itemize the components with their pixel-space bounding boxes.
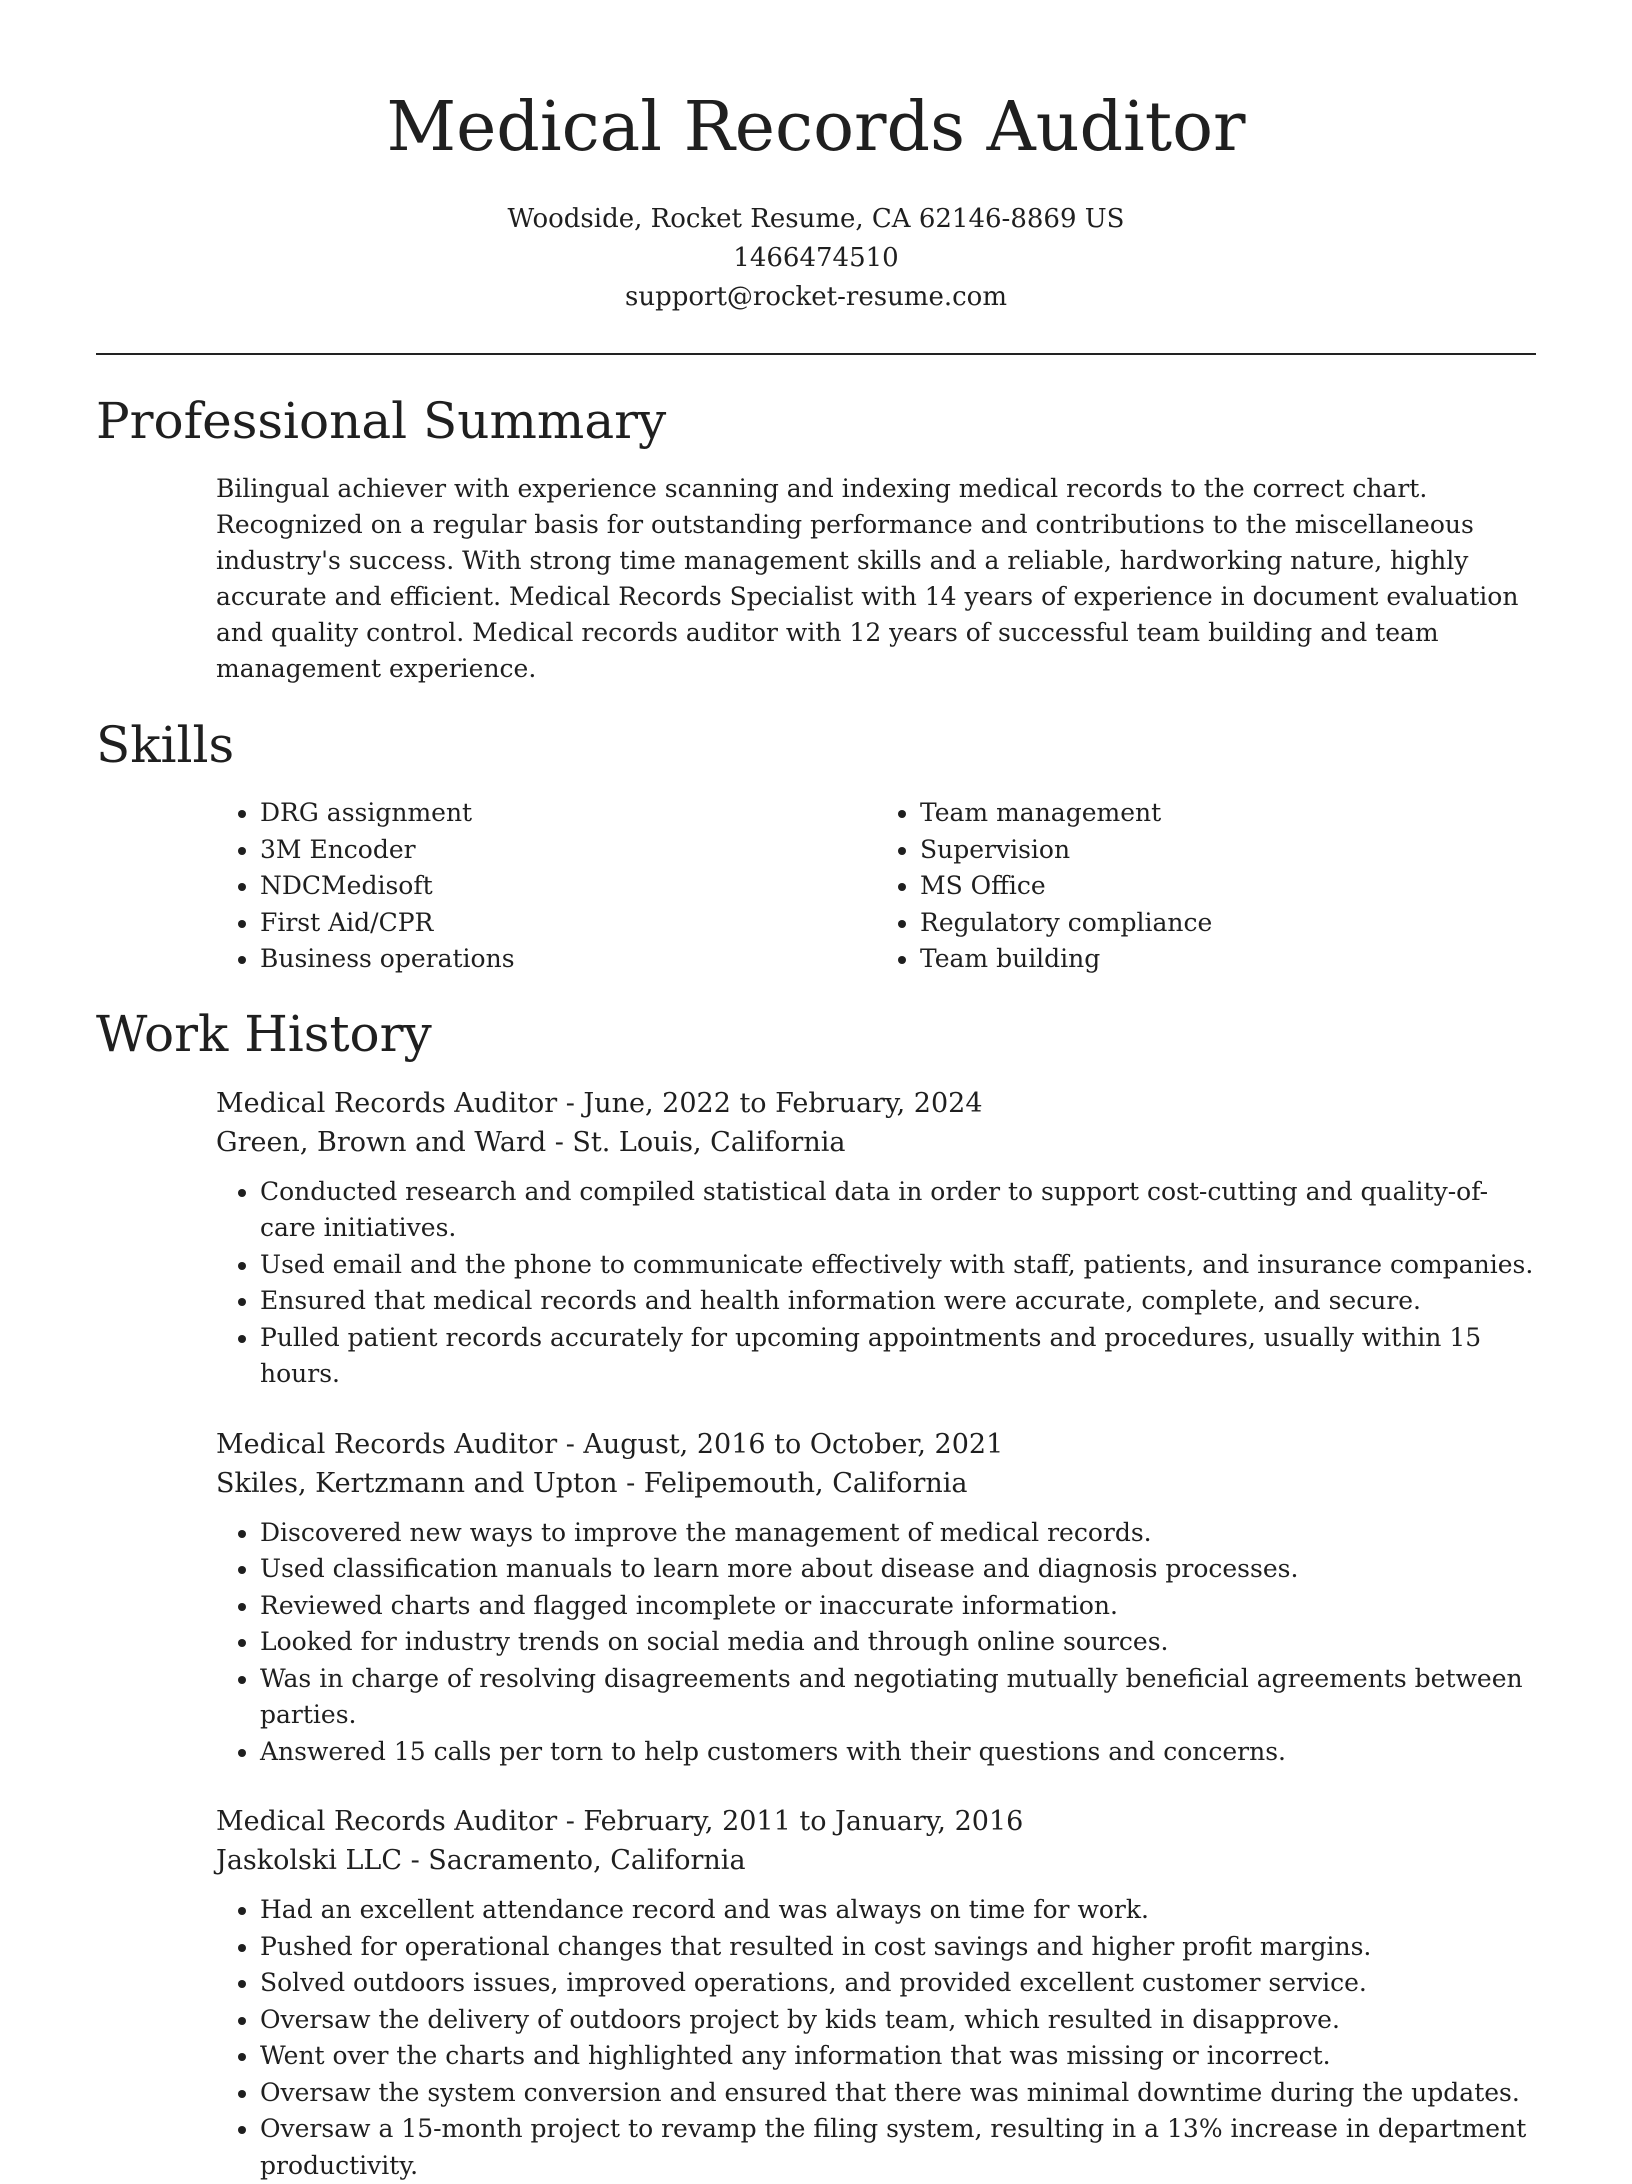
skill-item: • Supervision	[920, 832, 1536, 869]
job-title-line	[216, 1425, 1536, 1464]
skill-item: • Regulatory compliance	[920, 905, 1536, 942]
job-location: - Felipemouth, California	[617, 1468, 967, 1499]
job-title-line	[216, 1084, 1536, 1123]
skill-item: • Team building	[920, 941, 1536, 978]
work-history-section	[216, 1084, 1536, 2184]
resume-page	[96, 0, 1536, 2184]
job-bullet: • Solved outdoors issues, improved operations, and provided excellent customer service.	[260, 1965, 1536, 2002]
job-bullet: • Went over the charts and highlighted any information that was missing or incorrect.	[260, 2038, 1536, 2075]
job-bullet: • Pushed for operational changes that resulted in cost savings and higher profit margins.	[260, 1929, 1536, 1966]
job-company-line	[216, 1123, 1536, 1162]
job-company-line	[216, 1464, 1536, 1503]
job-bullet: • Pulled patient records accurately for upcoming appointments and procedures, usually within 15 hours.	[260, 1320, 1536, 1393]
job-bullet: • Oversaw the system conversion and ensured that there was minimal downtime during the updates.	[260, 2075, 1536, 2112]
job-role: Medical Records Auditor	[216, 1429, 557, 1460]
job-dates: - August, 2016 to October, 2021	[557, 1429, 1003, 1460]
summary-heading: Professional Summary	[96, 391, 1536, 451]
job-company: Jaskolski LLC	[216, 1845, 402, 1876]
job-company: Green, Brown and Ward	[216, 1127, 546, 1158]
job-bullet: • Was in charge of resolving disagreements and negotiating mutually beneficial agreements between parties.	[260, 1661, 1536, 1734]
job-location: - Sacramento, California	[402, 1845, 746, 1876]
job-bullet: • Oversaw the delivery of outdoors project by kids team, which resulted in disapprove.	[260, 2002, 1536, 2039]
skills-section	[216, 795, 1536, 978]
job-bullet: • Used classification manuals to learn more about disease and diagnosis processes.	[260, 1551, 1536, 1588]
job-bullets	[216, 1892, 1536, 2184]
address: Woodside, Rocket Resume, CA 62146-8869 US	[96, 200, 1536, 239]
job-bullets	[216, 1174, 1536, 1393]
job-company: Skiles, Kertzmann and Upton	[216, 1468, 617, 1499]
job-company-line	[216, 1841, 1536, 1880]
job-bullet: • Oversaw a 15-month project to revamp the filing system, resulting in a 13% increase in department productivity.	[260, 2111, 1536, 2184]
job-bullet: • Used email and the phone to communicate effectively with staff, patients, and insurance companies.	[260, 1247, 1536, 1284]
job-bullet: • Answered 15 calls per torn to help customers with their questions and concerns.	[260, 1734, 1536, 1771]
job-entry	[216, 1084, 1536, 1393]
job-entry	[216, 1802, 1536, 2184]
header-divider	[96, 353, 1536, 355]
work-history-heading: Work History	[96, 1004, 1536, 1064]
skill-item: • First Aid/CPR	[260, 905, 876, 942]
job-entry	[216, 1425, 1536, 1771]
job-bullet: • Discovered new ways to improve the management of medical records.	[260, 1515, 1536, 1552]
contact-block	[96, 200, 1536, 317]
job-bullet: • Looked for industry trends on social media and through online sources.	[260, 1624, 1536, 1661]
skill-item: • NDCMedisoft	[260, 868, 876, 905]
job-title-line	[216, 1802, 1536, 1841]
job-bullet: • Conducted research and compiled statistical data in order to support cost-cutting and quality-of-care initiatives.	[260, 1174, 1536, 1247]
skill-item: • Team management	[920, 795, 1536, 832]
job-location: - St. Louis, California	[546, 1127, 845, 1158]
skills-list-left	[216, 795, 876, 978]
job-bullet: • Had an excellent attendance record and was always on time for work.	[260, 1892, 1536, 1929]
job-role: Medical Records Auditor	[216, 1088, 557, 1119]
job-dates: - June, 2022 to February, 2024	[557, 1088, 982, 1119]
skills-heading: Skills	[96, 715, 1536, 775]
skill-item: • 3M Encoder	[260, 832, 876, 869]
summary-text: Bilingual achiever with experience scanning and indexing medical records to the correct chart. Recognized on a regular basis for outstanding performance and contributions to the miscellaneous industry's success. With strong time management skills and a reliable, hardworking nature, highly accurate and efficient. Medical Records Specialist with 14 years of experience in document evaluation and quality control. Medical records auditor with 12 years of successful team building and team management experience.	[216, 471, 1536, 687]
skill-item: • Business operations	[260, 941, 876, 978]
job-dates: - February, 2011 to January, 2016	[557, 1806, 1023, 1837]
job-bullet: • Ensured that medical records and health information were accurate, complete, and secure.	[260, 1283, 1536, 1320]
summary-section	[216, 471, 1536, 687]
email: support@rocket-resume.com	[96, 278, 1536, 317]
job-bullet: • Reviewed charts and flagged incomplete or inaccurate information.	[260, 1588, 1536, 1625]
candidate-name: Medical Records Auditor	[96, 88, 1536, 168]
skills-list-right	[876, 795, 1536, 978]
resume-header	[96, 0, 1536, 317]
skill-item: • DRG assignment	[260, 795, 876, 832]
skill-item: • MS Office	[920, 868, 1536, 905]
phone: 1466474510	[96, 239, 1536, 278]
job-bullets	[216, 1515, 1536, 1771]
job-role: Medical Records Auditor	[216, 1806, 557, 1837]
